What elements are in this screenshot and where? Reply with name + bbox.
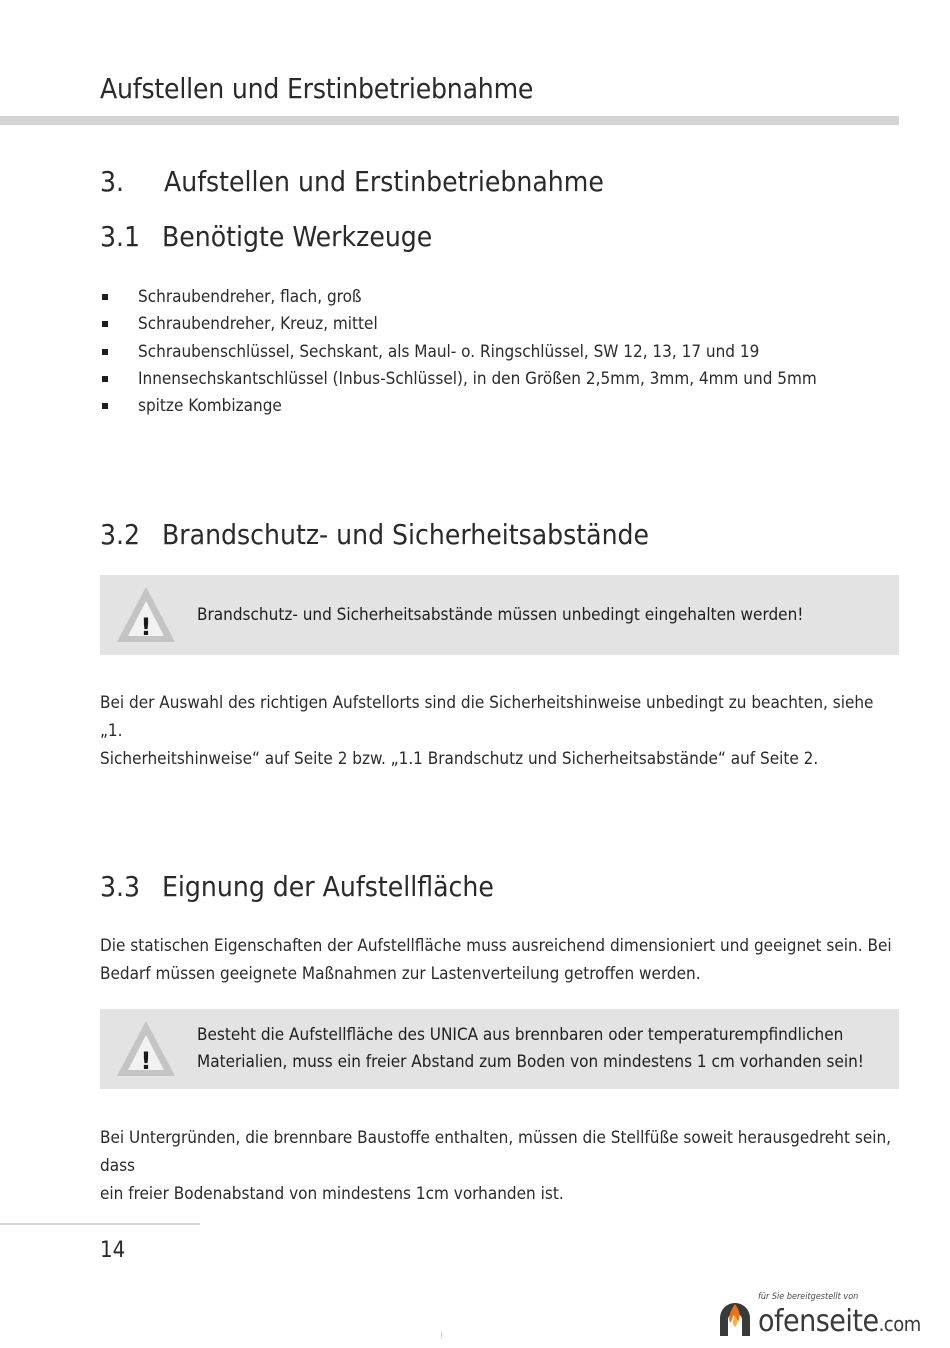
section-title: Aufstellen und Erstinbetriebnahme (164, 165, 604, 198)
warning-text: Besteht die Aufstellfläche des UNICA aus brennbaren oder temperaturempfindlichen Materialien, muss ein freier Abstand zum Boden von mindestens 1 cm vorhanden sein! (197, 1025, 864, 1072)
print-mark: ! (440, 1332, 444, 1342)
section-number: 3. (100, 165, 125, 198)
stove-flame-icon (716, 1298, 754, 1338)
brand-tagline: für Sie bereitgestellt von (758, 1292, 859, 1302)
running-header: Aufstellen und Erstinbetriebnahme (100, 72, 534, 105)
paragraph-feet: Bei Untergründen, die brennbare Baustoffe enthalten, müssen die Stellfüße soweit herausgedreht sein, dass ein freier Bodenabstand von mindestens 1cm vorhanden ist. (100, 1128, 892, 1204)
section-number: 3.1 (100, 220, 141, 253)
bullet-square-icon (102, 294, 108, 300)
section-number: 3.2 (100, 518, 141, 551)
section-3-1-heading (100, 220, 432, 253)
list-item: Schraubendreher, flach, groß (100, 284, 817, 311)
warning-triangle-icon (114, 583, 178, 645)
warning-note-fire-safety (100, 575, 899, 655)
svg-text:!: ! (140, 613, 152, 641)
bullet-square-icon (102, 403, 108, 409)
brand-logo (714, 1292, 944, 1342)
warning-triangle-icon (114, 1017, 178, 1079)
paragraph-location: Bei der Auswahl des richtigen Aufstellorts sind die Sicherheitshinweise unbedingt zu beachten, siehe „1. Sicherheitshinweise“ auf Seite 2 bzw. „1.1 Brandschutz und Sicherheitsabstände“ auf Seite 2. (100, 693, 874, 769)
section-number: 3.3 (100, 870, 141, 903)
page-number: 14 (100, 1238, 126, 1263)
section-3-3-heading (100, 870, 494, 903)
bullet-square-icon (102, 349, 108, 355)
bullet-square-icon (102, 376, 108, 382)
list-item: Schraubendreher, Kreuz, mittel (100, 311, 817, 338)
warning-text: Brandschutz- und Sicherheitsabstände müssen unbedingt eingehalten werden! (197, 605, 804, 625)
footer-rule (0, 1223, 200, 1225)
list-item: Schraubenschlüssel, Sechskant, als Maul- o. Ringschlüssel, SW 12, 13, 17 und 19 (100, 339, 817, 366)
brand-name: ofenseite.com (758, 1304, 921, 1339)
bullet-square-icon (102, 321, 108, 327)
section-3-2-heading (100, 518, 649, 551)
section-title: Brandschutz- und Sicherheitsabstände (162, 518, 650, 551)
list-item: spitze Kombizange (100, 393, 817, 420)
section-3-heading (100, 165, 604, 198)
header-rule (0, 116, 899, 125)
paragraph-statics: Die statischen Eigenschaften der Aufstellfläche muss ausreichend dimensioniert und geeignet sein. Bei Bedarf müssen geeignete Maßnahmen zur Lastenverteilung getroffen werden. (100, 936, 892, 984)
svg-text:!: ! (140, 1047, 152, 1075)
section-title: Eignung der Aufstellfläche (162, 870, 494, 903)
tools-list (100, 284, 817, 420)
section-title: Benötigte Werkzeuge (162, 220, 433, 253)
warning-note-floor-clearance (100, 1009, 899, 1089)
list-item: Innensechskantschlüssel (Inbus-Schlüssel), in den Größen 2,5mm, 3mm, 4mm und 5mm (100, 366, 817, 393)
